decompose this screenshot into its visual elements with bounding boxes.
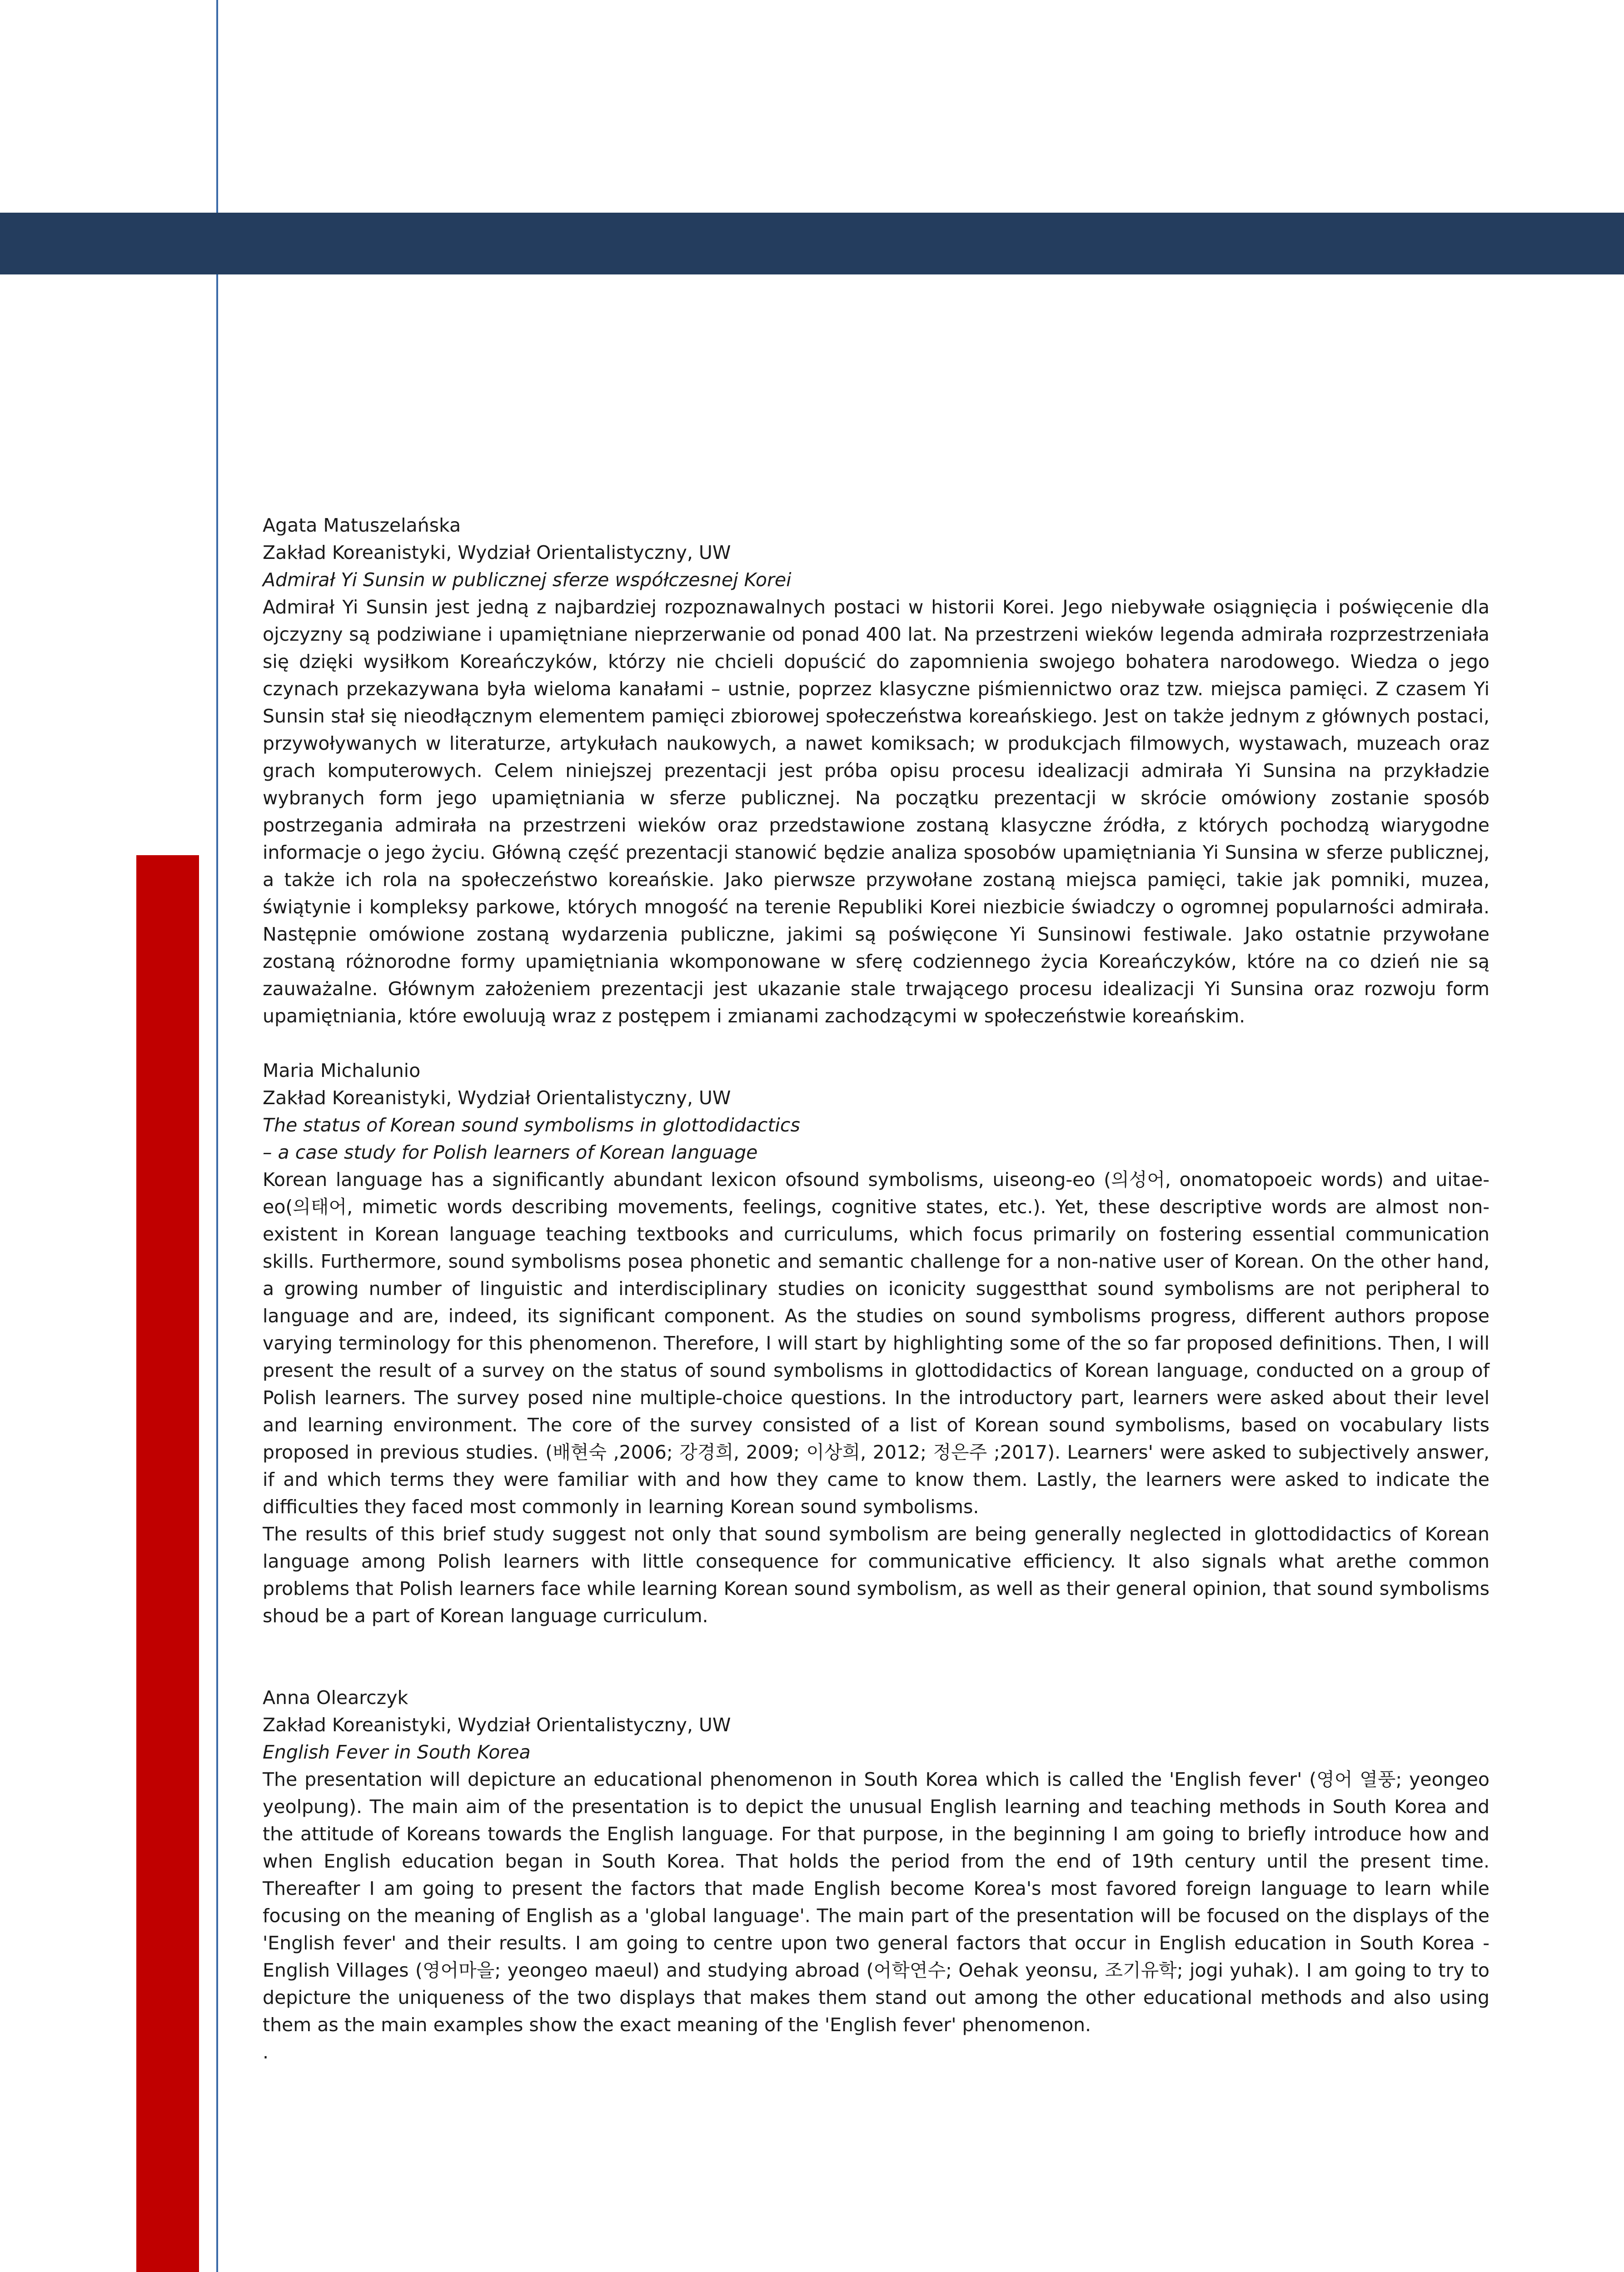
abstract-entry <box>263 1057 1489 1629</box>
abstract-paragraph: The presentation will depicture an educational phenomenon in South Korea which is called the 'English fever' (영어 열풍; yeongeo yeolpung). The main aim of the presentation is to depict the unusual English learning and teaching methods in South Korea and the attitude of Koreans towards the English language. For that purpose, in the beginning I am going to briefly introduce how and when English education began in South Korea. That holds the period from the end of 19th century until the present time. Thereafter I am going to present the factors that made English become Korea's most favored foreign language to learn while focusing on the meaning of English as a 'global language'. The main part of the presentation will be focused on the displays of the 'English fever' and their results. I am going to centre upon two general factors that occur in English education in South Korea - English Villages (영어마을; yeongeo maeul) and studying abroad (어학연수; Oehak yeonsu, 조기유학; jogi yuhak). I am going to try to depicture the uniqueness of the two displays that makes them stand out among the other educational methods and also using them as the main examples show the exact meaning of the 'English fever' phenomenon. <box>263 1769 1489 2036</box>
author-affiliation: Zakład Koreanistyki, Wydział Orientalistyczny, UW <box>263 1087 731 1109</box>
abstract-title: The status of Korean sound symbolisms in glottodidactics <box>263 1114 800 1136</box>
author-affiliation: Zakład Koreanistyki, Wydział Orientalistyczny, UW <box>263 1714 731 1736</box>
abstract-paragraph: The results of this brief study suggest not only that sound symbolism are being generally neglected in glottodidactics of Korean language among Polish learners with little consequence for communicative efficiency. It also signals what arethe common problems that Polish learners face while learning Korean sound symbolism, as well as their general opinion, that sound symbolisms shoud be a part of Korean language curriculum. <box>263 1523 1489 1627</box>
side-accent-bar <box>136 855 199 2272</box>
abstracts-column <box>263 512 1489 2066</box>
abstract-title: English Fever in South Korea <box>263 1741 531 1763</box>
author-name: Anna Olearczyk <box>263 1687 408 1709</box>
trailing-mark: . <box>263 2041 269 2063</box>
header-band <box>0 213 1624 274</box>
abstract-entry <box>263 512 1489 1030</box>
abstract-entry <box>263 1684 1489 2066</box>
abstract-paragraph: Korean language has a significantly abundant lexicon ofsound symbolisms, uiseong-eo (의성어, onomatopoeic words) and uitae-eo(의태어, mimetic words describing movements, feelings, cognitive states, etc.). Yet, these descriptive words are almost non-existent in Korean language teaching textbooks and curriculums, which focus primarily on fostering essential communication skills. Furthermore, sound symbolisms posea phonetic and semantic challenge for a non-native user of Korean. On the other hand, a growing number of linguistic and interdisciplinary studies on iconicity suggestthat sound symbolisms are not peripheral to language and are, indeed, its significant component. As the studies on sound symbolisms progress, different authors propose varying terminology for this phenomenon. Therefore, I will start by highlighting some of the so far proposed definitions. Then, I will present the result of a survey on the status of sound symbolisms in glottodidactics of Korean language, conducted on a group of Polish learners. The survey posed nine multiple-choice questions. In the introductory part, learners were asked about their level and learning environment. The core of the survey consisted of a list of Korean sound symbolisms, based on vocabulary lists proposed in previous studies. (배현숙 ,2006; 강경희, 2009; 이상희, 2012; 정은주 ;2017). Learners' were asked to subjectively answer, if and which terms they were familiar with and how they came to know them. Lastly, the learners were asked to indicate the difficulties they faced most commonly in learning Korean sound symbolisms. <box>263 1169 1489 1518</box>
author-affiliation: Zakład Koreanistyki, Wydział Orientalistyczny, UW <box>263 542 731 563</box>
abstract-paragraph: Admirał Yi Sunsin jest jedną z najbardziej rozpoznawalnych postaci w historii Korei. Jego niebywałe osiągnięcia i poświęcenie dla ojczyzny są podziwiane i upamiętniane nieprzerwanie od ponad 400 lat. Na przestrzeni wieków legenda admirała rozprzestrzeniała się dzięki wysiłkom Koreańczyków, którzy nie chcieli dopuścić do zapomnienia swojego bohatera narodowego. Wiedza o jego czynach przekazywana była wieloma kanałami – ustnie, poprzez klasyczne piśmiennictwo oraz tzw. miejsca pamięci. Z czasem Yi Sunsin stał się nieodłącznym elementem pamięci zbiorowej społeczeństwa koreańskiego. Jest on także jednym z głównych postaci, przywoływanych w literaturze, artykułach naukowych, a nawet komiksach; w produkcjach filmowych, wystawach, muzeach oraz grach komputerowych. Celem niniejszej prezentacji jest próba opisu procesu idealizacji admirała Yi Sunsina na przykładzie wybranych form jego upamiętniania w sferze publicznej. Na początku prezentacji w skrócie omówiony zostanie sposób postrzegania admirała na przestrzeni wieków oraz przedstawione zostaną klasyczne źródła, z których pochodzą wiarygodne informacje o jego życiu. Główną część prezentacji stanowić będzie analiza sposobów upamiętniania Yi Sunsina w sferze publicznej, a także ich rola na społeczeństwo koreańskie. Jako pierwsze przywołane zostaną miejsca pamięci, takie jak pomniki, muzea, świątynie i kompleksy parkowe, których mnogość na terenie Republiki Korei niezbicie świadczy o ogromnej popularności admirała. Następnie omówione zostaną wydarzenia publiczne, jakimi są poświęcone Yi Sunsinowi festiwale. Jako ostatnie przywołane zostaną różnorodne formy upamiętniania wkomponowane w sferę codziennego życia Koreańczyków, które na co dzień nie są zauważalne. Głównym założeniem prezentacji jest ukazanie stale trwającego procesu idealizacji Yi Sunsina oraz rozwoju form upamiętniania, które ewoluują wraz z postępem i zmianami zachodzącymi w społeczeństwie koreańskim. <box>263 596 1489 1027</box>
author-name: Maria Michalunio <box>263 1060 421 1081</box>
abstract-subtitle: – a case study for Polish learners of Korean language <box>263 1141 758 1163</box>
vertical-rule <box>216 0 218 2272</box>
abstract-title: Admirał Yi Sunsin w publicznej sferze współczesnej Korei <box>263 569 792 591</box>
author-name: Agata Matuszelańska <box>263 514 461 536</box>
